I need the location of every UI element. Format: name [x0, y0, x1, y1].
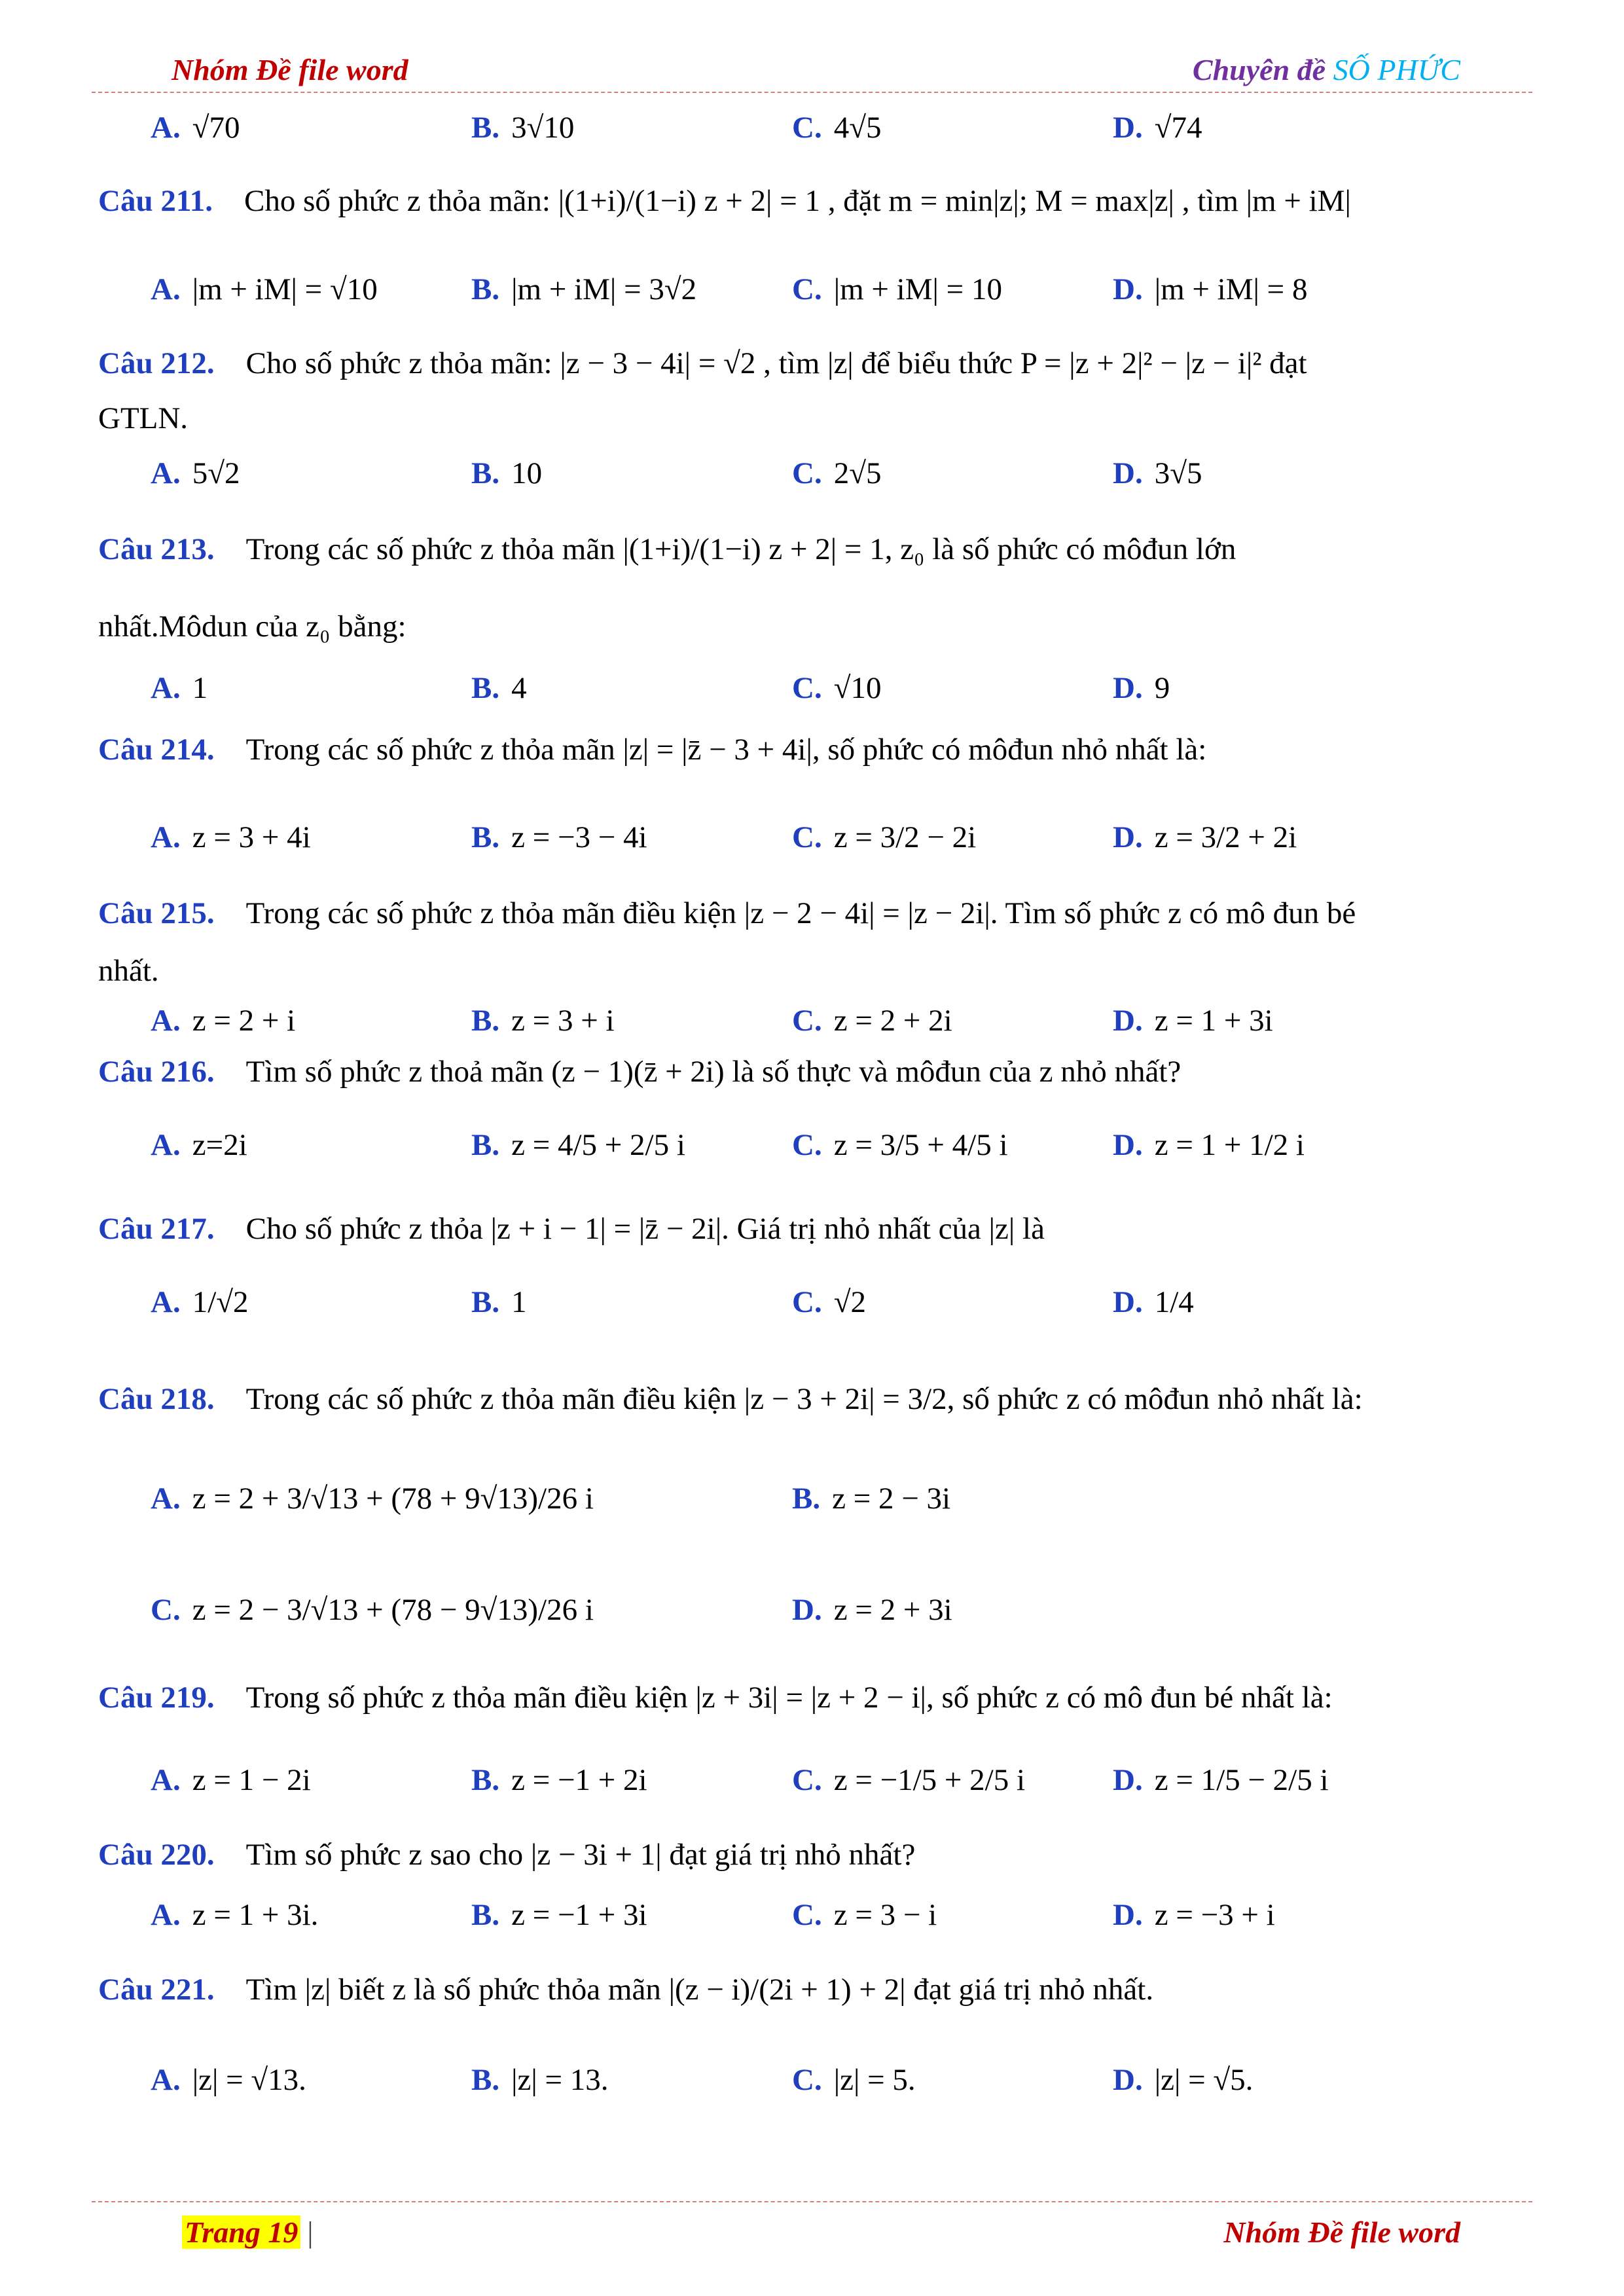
q215-option-c: C. z = 2 + 2i [792, 1004, 952, 1038]
q218-option-c: C. z = 2 − 3/√13 + (78 − 9√13)/26 i [151, 1593, 594, 1627]
footer-page [182, 2215, 314, 2250]
q213-option-d: D. 9 [1113, 671, 1170, 705]
q212-stem: Câu 212. Cho số phức z thỏa mãn: |z − 3 − 4i| = √2 , tìm |z| để biểu thức P = |z + 2|² − |z − i|² đạt [98, 346, 1307, 380]
q220-stem: Câu 220. Tìm số phức z sao cho |z − 3i + 1| đạt giá trị nhỏ nhất? [98, 1838, 916, 1872]
q213-option-a: A. 1 [151, 671, 208, 705]
q221-option-a: A. |z| = √13. [151, 2063, 306, 2097]
q215-continuation: nhất. [98, 954, 159, 988]
q216-option-a: A. z=2i [151, 1128, 247, 1162]
q219-stem: Câu 219. Trong số phức z thỏa mãn điều kiện |z + 3i| = |z + 2 − i|, số phức z có mô đun bé nhất là: [98, 1681, 1333, 1715]
q215-option-b: B. z = 3 + i [471, 1004, 615, 1038]
q221-option-b: B. |z| = 13. [471, 2063, 609, 2097]
q210-option-c: C. 4√5 [792, 111, 882, 145]
q214-option-c: C. z = 3/2 − 2i [792, 820, 977, 854]
q220-option-d: D. z = −3 + i [1113, 1898, 1275, 1932]
option-text: 4√5 [833, 111, 882, 145]
q211-option-a: A. |m + iM| = √10 [151, 272, 378, 306]
q211-option-b: B. |m + iM| = 3√2 [471, 272, 697, 306]
option-text: √70 [192, 111, 240, 145]
q212-option-b: B. 10 [471, 456, 543, 490]
q211-option-d: D. |m + iM| = 8 [1113, 272, 1308, 306]
q221-option-d: D. |z| = √5. [1113, 2063, 1254, 2097]
q218-option-d: D. z = 2 + 3i [792, 1593, 952, 1627]
q221-option-c: C. |z| = 5. [792, 2063, 916, 2097]
question-text: Cho số phức z thỏa mãn: |(1+i)/(1−i) z + 2| = 1 , đặt m = min|z|; M = max|z| , tìm |m + iM| [244, 184, 1351, 218]
q210-option-d: D. √74 [1113, 111, 1202, 145]
q210-option-a: A. √70 [151, 111, 240, 145]
q216-option-b: B. z = 4/5 + 2/5 i [471, 1128, 685, 1162]
q213-stem: Câu 213. Trong các số phức z thỏa mãn |(1+i)/(1−i) z + 2| = 1, z₀ là số phức có môđun lớn [98, 532, 1236, 566]
page-label-box: Trang 19 [182, 2215, 300, 2249]
q217-option-d: D. 1/4 [1113, 1285, 1194, 1319]
q212-option-d: D. 3√5 [1113, 456, 1202, 490]
q221-stem: Câu 221. Tìm |z| biết z là số phức thỏa mãn |(z − i)/(2i + 1) + 2| đạt giá trị nhỏ nhất. [98, 1973, 1154, 2007]
q216-stem: Câu 216. Tìm số phức z thoả mãn (z − 1)(z̄ + 2i) là số thực và môđun của z nhỏ nhất? [98, 1055, 1182, 1089]
q214-option-d: D. z = 3/2 + 2i [1113, 820, 1297, 854]
q217-option-c: C. √2 [792, 1285, 866, 1319]
footer-right: Nhóm Đề file word [1223, 2215, 1460, 2249]
header-divider [92, 92, 1532, 93]
q217-option-b: B. 1 [471, 1285, 527, 1319]
q220-option-b: B. z = −1 + 3i [471, 1898, 647, 1932]
q219-option-c: C. z = −1/5 + 2/5 i [792, 1763, 1026, 1797]
q212-option-c: C. 2√5 [792, 456, 882, 490]
q220-option-c: C. z = 3 − i [792, 1898, 937, 1932]
q219-option-d: D. z = 1/5 − 2/5 i [1113, 1763, 1329, 1797]
header-left: Nhóm Đề file word [171, 53, 408, 86]
q210-option-b: B. 3√10 [471, 111, 575, 145]
q214-stem: Câu 214. Trong các số phức z thỏa mãn |z| = |z̄ − 3 + 4i|, số phức có môđun nhỏ nhất là: [98, 733, 1207, 767]
q215-option-d: D. z = 1 + 3i [1113, 1004, 1273, 1038]
q211-stem: Câu 211. Cho số phức z thỏa mãn: |(1+i)/(1−i) z + 2| = 1 , đặt m = min|z|; M = max|z| , tìm |m + iM| [98, 184, 1351, 218]
q217-stem: Câu 217. Cho số phức z thỏa |z + i − 1| = |z̄ − 2i|. Giá trị nhỏ nhất của |z| là [98, 1212, 1045, 1246]
header-right-prefix: Chuyên đề [1192, 53, 1333, 86]
q219-option-a: A. z = 1 − 2i [151, 1763, 311, 1797]
q212-option-a: A. 5√2 [151, 456, 240, 490]
q220-option-a: A. z = 1 + 3i. [151, 1898, 319, 1932]
q218-stem: Câu 218. Trong các số phức z thỏa mãn điều kiện |z − 3 + 2i| = 3/2, số phức z có môđun nhỏ nhất là: [98, 1382, 1363, 1416]
q215-stem: Câu 215. Trong các số phức z thỏa mãn điều kiện |z − 2 − 4i| = |z − 2i|. Tìm số phức z có mô đun bé [98, 896, 1356, 930]
header-right [1193, 52, 1460, 87]
option-text: 3√10 [511, 111, 575, 145]
q213-option-b: B. 4 [471, 671, 527, 705]
q218-option-b: B. z = 2 − 3i [792, 1482, 951, 1516]
q214-option-b: B. z = −3 − 4i [471, 820, 647, 854]
q213-continuation: nhất.Môdun của z₀ bằng: [98, 610, 406, 644]
q211-option-c: C. |m + iM| = 10 [792, 272, 1002, 306]
q216-option-d: D. z = 1 + 1/2 i [1113, 1128, 1305, 1162]
q217-option-a: A. 1/√2 [151, 1285, 249, 1319]
q216-option-c: C. z = 3/5 + 4/5 i [792, 1128, 1008, 1162]
q219-option-b: B. z = −1 + 2i [471, 1763, 647, 1797]
q212-continuation: GTLN. [98, 401, 189, 435]
footer-divider [92, 2201, 1532, 2202]
q213-option-c: C. √10 [792, 671, 882, 705]
q218-option-a: A. z = 2 + 3/√13 + (78 + 9√13)/26 i [151, 1482, 594, 1516]
header-right-highlight: SỐ PHỨC [1333, 53, 1460, 86]
option-text: √74 [1154, 111, 1202, 145]
q214-option-a: A. z = 3 + 4i [151, 820, 311, 854]
footer-separator: | [307, 2215, 314, 2249]
page-number: 19 [268, 2215, 298, 2249]
q215-option-a: A. z = 2 + i [151, 1004, 296, 1038]
